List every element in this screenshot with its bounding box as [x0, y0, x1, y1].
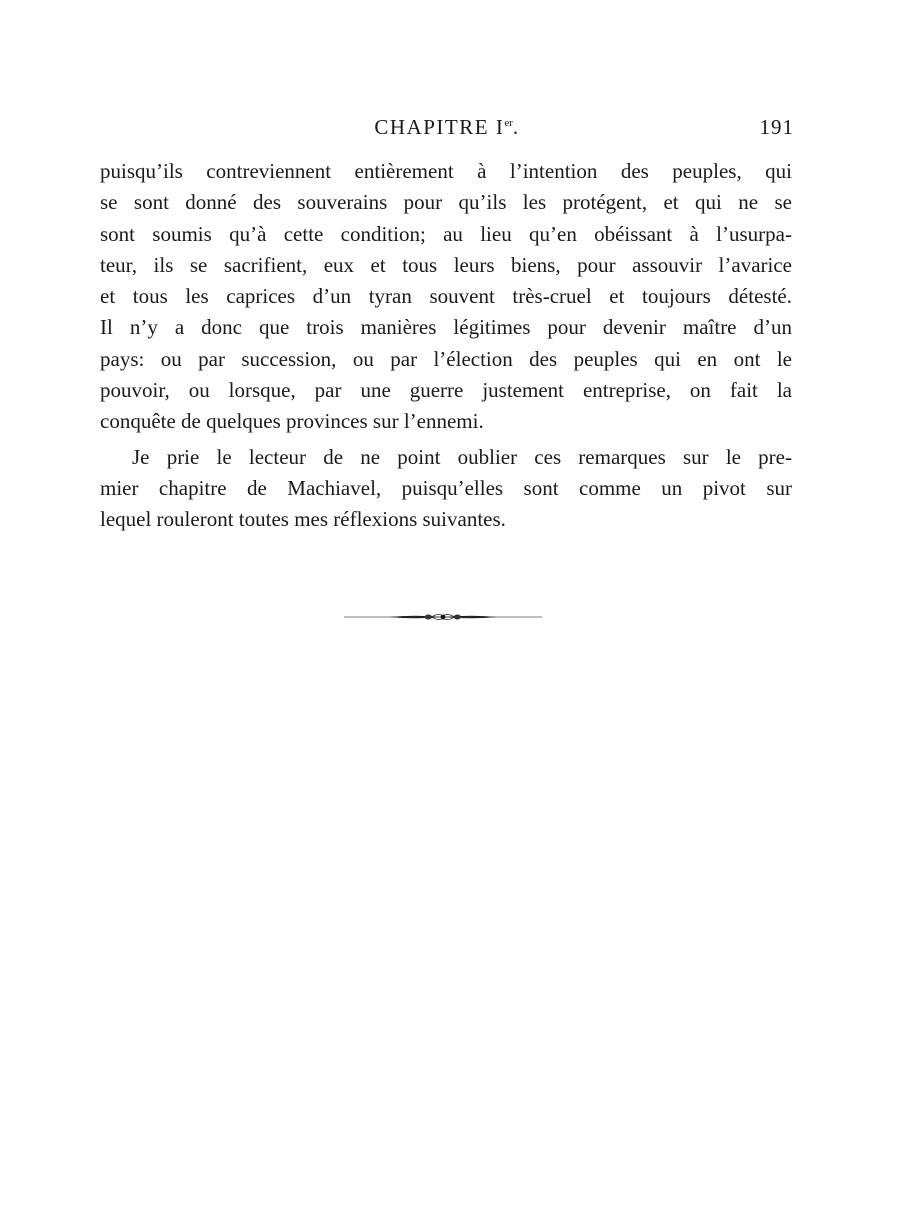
- text-line: conquête de quelques provinces sur l’ennemi.: [100, 409, 484, 434]
- paragraph-2: [100, 442, 792, 536]
- text-line: sont soumis qu’à cette condition; au lieu qu’en obéissant à l’usurpa-: [100, 221, 792, 246]
- text-line: pouvoir, ou lorsque, par une guerre justement entreprise, on fait la: [100, 378, 792, 403]
- chapter-title-suffix: er: [504, 117, 513, 129]
- paragraph-1: [100, 156, 792, 438]
- text-line: puisqu’ils contreviennent entièrement à l’intention des peuples, qui: [100, 159, 792, 183]
- running-head: [100, 112, 794, 142]
- text-line: et tous les caprices d’un tyran souvent très-cruel et toujours détesté.: [100, 284, 792, 309]
- ornament-divider-icon: [344, 608, 542, 626]
- text-line: Il n’y a donc que trois manières légitimes pour devenir maître d’un: [100, 315, 792, 340]
- text-line: lequel rouleront toutes mes réflexions suivantes.: [100, 507, 506, 532]
- page-number: 191: [759, 115, 794, 139]
- text-line: Je prie le lecteur de ne point oublier ces remarques sur le pre-: [132, 444, 792, 469]
- chapter-title-period: .: [512, 115, 520, 139]
- body-text: [100, 156, 792, 536]
- chapter-title-text: CHAPITRE I: [374, 115, 505, 139]
- text-line: teur, ils se sacrifient, eux et tous leurs biens, pour assouvir l’avarice: [100, 252, 792, 277]
- text-line: mier chapitre de Machiavel, puisqu’elles sont comme un pivot sur: [100, 475, 792, 500]
- text-line: pays: ou par succession, ou par l’élection des peuples qui en ont le: [100, 346, 792, 371]
- chapter-title: [100, 115, 794, 140]
- text-line: se sont donné des souverains pour qu’ils les protégent, et qui ne se: [100, 190, 792, 215]
